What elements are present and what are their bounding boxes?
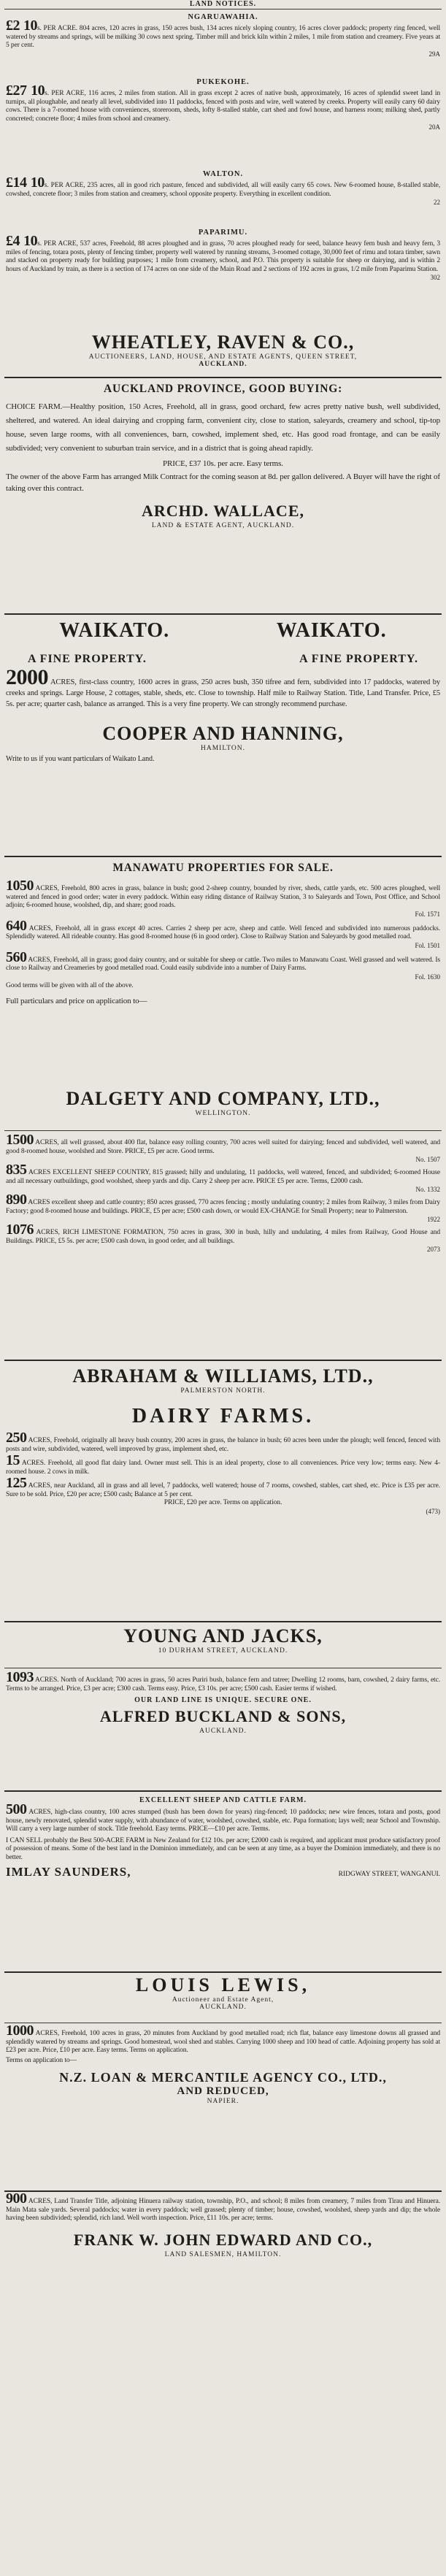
divider	[4, 377, 442, 378]
listing-body: ACRES. Freehold, all good flat dairy land. Owner must sell. This is an ideal property, close to all conveniences. Price very low; terms easy. New 4-roomed house. 2 cows in milk.	[6, 1460, 440, 1476]
divider	[4, 1621, 442, 1622]
listing-paparimu	[6, 226, 440, 281]
listing-louis	[6, 2023, 440, 2105]
listing-ngaruawahia	[6, 11, 440, 58]
listing-item	[6, 1162, 440, 1193]
listing-item	[6, 1475, 440, 1499]
listing-acres: 640	[6, 917, 27, 934]
listing-acres: 890	[6, 1192, 27, 1208]
agent-row	[6, 1865, 440, 1879]
agent-block-young	[6, 1625, 440, 1655]
listing-price: £4 10	[6, 233, 38, 249]
heading-right: WAIKATO.	[276, 619, 387, 642]
listing-acres: 1500	[6, 1132, 34, 1148]
listing-ref: 29A	[428, 50, 440, 58]
agent-name: FRANK W. JOHN EDWARD AND CO.,	[73, 2230, 373, 2249]
listing-footer: Good terms will be given with all of the above.	[6, 981, 134, 989]
listing-acres: 900	[6, 2190, 27, 2207]
agent-sub: LAND & ESTATE AGENT, AUCKLAND.	[151, 522, 295, 529]
agency-tag: AND REDUCED,	[177, 2085, 269, 2097]
listing-note: The owner of the above Farm has arranged Milk Contract for the coming season at 8d. per gallon delivered. A Buyer will have the right of taking over this contract.	[6, 472, 440, 493]
waikato-heading	[6, 619, 440, 643]
listing-body: ACRES excellent sheep and cattle country; 850 acres grassed, 770 acres fencing ; mostly undulating country; 2 miles from Railway, 3 miles from Dairy Factory; good 8-roomed house and buildings. PRICE, £5 per acre; £500 cash down, or would EX-CHANGE for Small Property; near to Palmerston.	[6, 1199, 440, 1215]
listing-body: s. PER ACRE. 804 acres, 120 acres in grass, 150 acres bush, 134 acres nicely sloping country, 16 acres clover paddock; property ring fenced, well watered by streams and springs, will be milking 30 cows next spring. Timber mill and brick kiln within 2 miles, 1 mile from station and creamery. Five years at 5 per cent.	[6, 25, 440, 49]
listing-note: I CAN SELL probably the Best 500-ACRE FARM in New Zealand for £12 10s. per acre; £2000 cash is required, and applicant must produce satisfactory proof of possession of means. Some of the best land in the Dominion immediately, and can be seen at any time, as a buyer the Dominion immediately, and there is no better.	[6, 1836, 440, 1861]
listing-text	[6, 1132, 440, 1156]
listing-ref: 20A	[428, 123, 440, 131]
listing-acres: 835	[6, 1162, 27, 1178]
agent-name: ABRAHAM & WILLIAMS, LTD.,	[72, 1365, 374, 1387]
listing-acres: 560	[6, 948, 27, 965]
listing-item	[6, 948, 440, 981]
agency-city: NAPIER.	[207, 2098, 239, 2105]
listing-text	[6, 1452, 440, 1476]
divider	[4, 1130, 442, 1131]
listing-item	[6, 1222, 440, 1253]
agent-name: ARCHD. WALLACE,	[141, 502, 304, 520]
agent-name: DALGETY AND COMPANY, LTD.,	[66, 1088, 380, 1109]
listing-item	[6, 1430, 440, 1454]
agent-block-wheatley	[6, 331, 440, 368]
listing-acres: 15	[6, 1452, 20, 1468]
listing-price: £27 10	[6, 83, 45, 99]
listing-acres: 250	[6, 1430, 27, 1446]
listing-body: ACRES, Freehold, 100 acres in grass, 20 minutes from Auckland by good metalled road; rich flat, balance easy limestone downs all grassed and splendidly watered by streams and springs. Good homestead, wool shed and stables. Carrying 1000 sheep and 100 head of cattle. Adjoining property has sold at £23 per acre. Price, £10 per acre. Easy terms. Terms on application.	[6, 2030, 440, 2054]
listing-ref: Fol. 1571	[415, 910, 440, 918]
listing-body: ACRES, high-class country, 100 acres stumped (bush has been down for years) ring-fenced; 10 paddocks; new wire fences, totara and posts, good house, newly renovated, splendid water supply, with abundance of water, woolshed, cowshed, stable, etc. Papa formation; lays well; near School and Township. Will carry a very large number of stock. Title freehold. Easy terms. PRICE—£10 per acre. Terms.	[6, 1809, 440, 1833]
listing-walton	[6, 168, 440, 206]
agent-sub: HAMILTON.	[201, 745, 245, 752]
agent-block-dalgety	[6, 1088, 440, 1117]
listing-text	[6, 175, 441, 199]
section-heading: AUCKLAND PROVINCE, GOOD BUYING:	[103, 383, 343, 395]
listing-body: s. PER ACRE, 235 acres, all in good rich pasture, fenced and subdivided, all will easily carry 65 cows. New 6-roomed house, 8-stalled stable, cowshed, concrete floor; 3 miles from station and creamery, school opposite property. Everything in excellent condition.	[6, 182, 441, 198]
listing-text	[6, 948, 440, 973]
section-heading: EXCELLENT SHEEP AND CATTLE FARM.	[139, 1796, 307, 1804]
listing-text	[6, 1430, 440, 1454]
listing-text	[6, 1801, 440, 1834]
heading-left: WAIKATO.	[59, 619, 170, 642]
listing-acres: 1050	[6, 878, 34, 894]
subheading-right: A FINE PROPERTY.	[299, 653, 418, 665]
agent-address: AUCTIONEERS, LAND, HOUSE, AND ESTATE AGENTS, QUEEN STREET,	[88, 353, 358, 361]
listing-body: ACRES, Freehold, all in grass; good dairy country, and or suitable for sheep or cattle. Two miles to Manawatu Coast. Well grassed and well watered. Is close to Railway and Creameries by good metalled road. Could easily subdivide into a number of Dairy Farms.	[6, 956, 440, 972]
section-heading: MANAWATU PROPERTIES FOR SALE.	[112, 862, 334, 874]
agent-sub: AUCKLAND.	[199, 1728, 247, 1735]
section-header	[6, 0, 440, 8]
listing-text	[6, 1669, 440, 1693]
listing-manawatu	[6, 862, 440, 1006]
listing-acres: 1076	[6, 1222, 34, 1238]
agency-name: N.Z. LOAN & MERCANTILE AGENCY CO., LTD.,	[59, 2070, 387, 2085]
listing-place: PAPARIMU.	[198, 229, 248, 237]
apply-line: Full particulars and price on application to—	[6, 997, 147, 1005]
agent-sub: Auctioneer and Estate Agent,	[172, 1996, 274, 2004]
listing-ref: 1922	[427, 1216, 440, 1223]
agent-name: IMLAY SAUNDERS,	[6, 1865, 131, 1879]
listing-pukekohe	[6, 76, 440, 131]
agent-name: LOUIS LEWIS,	[135, 1974, 311, 1996]
listing-ref: Fol. 1630	[415, 973, 440, 981]
listing-item	[6, 1192, 440, 1223]
agent-name: COOPER AND HANNING,	[102, 723, 344, 744]
listing-text	[6, 1162, 440, 1186]
listing-body: ACRES, RICH LIMESTONE FORMATION, 750 acres in grass, 300 in bush, hilly and undulating, 4 miles from Railway, Good House and Buildings. PRICE, £5 5s. per acre; £500 cash down, in good order, and all buildings.	[6, 1229, 440, 1245]
subheading-left: A FINE PROPERTY.	[28, 653, 147, 665]
agent-note: Write to us if you want particulars of Waikato Land.	[6, 755, 155, 763]
apply-line: Terms on application to—	[6, 2056, 77, 2064]
listing-text	[6, 878, 440, 911]
divider	[4, 613, 442, 615]
listing-body: ACRES, Land Transfer Title, adjoining Hinuera railway station, township, P.O., and school; 8 miles from creamery, 7 miles from Tirau and Hinuera. Main Mata sale yards. Several paddocks; water in every paddock; well grassed; plenty of timber; house, cowshed, woolshed, sheep yards and dip; the whole having been subdivided; splendid, rich land. Well worth inspection. Price, £11 10s. per acre; terms.	[6, 2198, 440, 2222]
divider	[4, 1971, 442, 1973]
listing-body: s. PER ACRE, 537 acres, Freehold, 88 acres ploughed and in grass, 70 acres ploughed ready for seed, balance heavy fern bush and heavy fern, 3 miles of fencing, totara posts, plenty of fencing timber, property well watered by running streams, 3-roomed cottage, 30,000 feet of rimu and totara timber, sawn and stacked on property ready for building purposes; 1 mile from creamery, school, and P.O. This property is suitable for sheep or dairying, and is within 2 hours of Auckland by train, as there is a section of 174 acres on one side of the Main Road and 2 sections of 192 acres in grass, 1/2 mile from Paparimu Station.	[6, 240, 441, 273]
agent-city: AUCKLAND.	[199, 2004, 247, 2011]
listing-body: ACRES. North of Auckland; 700 acres in grass, 50 acres Puriri bush, balance fern and tatree; Dwelling 12 rooms, barn, cowshed, 2 dairy farms, etc. Terms to be arranged. Price, £3 per acre; £300 cash. Terms easy. Price, £3 10s. per acre; £500 cash. Easier terms if wished.	[6, 1676, 440, 1693]
listing-auckland-province	[6, 383, 440, 529]
listing-price: £14 10	[6, 175, 45, 191]
listing-body: ACRES, Freehold, all in grass except 40 acres. Carries 2 sheep per acre, sheep and cattle. Well fenced and subdivided into numerous paddocks. Splendidly watered. All rideable country. Has good 8-roomed house (6 in good order). Close to Railway Station and Saleyards by good metalled road.	[6, 924, 440, 940]
listing-ref: No. 1332	[415, 1186, 440, 1193]
listing-body: ACRES, first-class country, 1600 acres in grass, 250 acres bush, 350 tifree and fern, subdivided into 17 paddocks, watered by creeks and springs. Large House, 2 cottages, stable, sheds, etc. Close to township. Half mile to Railway Station. Title, Land Transfer. Price, £5 5s. per acre; quarter cash, balance as arranged. This is a very fine property. We can strongly recommend purchase.	[6, 678, 440, 708]
listing-item	[6, 1452, 440, 1476]
listing-place: PUKEKOHE.	[196, 78, 250, 86]
listing-acres: 125	[6, 1475, 27, 1491]
listing-young	[6, 1669, 440, 1735]
listing-ref: 22	[434, 199, 440, 206]
listing-text	[6, 83, 441, 123]
agent-name: ALFRED BUCKLAND & SONS,	[99, 1707, 347, 1725]
listing-text	[6, 1222, 440, 1246]
listing-body: ACRES, Freehold, originally all heavy bush country, 200 acres in grass, the balance in bush; 60 acres been under the plough; well fenced, fenced with posts and wire, subdivided, watered, well improved by grass, implement shed, etc.	[6, 1437, 440, 1453]
listing-item	[6, 917, 440, 949]
divider	[4, 1790, 442, 1792]
listing-ref: (473)	[426, 1507, 440, 1515]
listing-text	[6, 18, 440, 50]
listing-price: PRICE, £37 10s. per acre. Easy terms.	[163, 459, 283, 468]
listing-frank	[6, 2190, 440, 2258]
listing-acres: 500	[6, 1801, 27, 1817]
agent-sub: PALMERSTON NORTH.	[180, 1387, 266, 1395]
listing-waikato	[6, 619, 440, 764]
listing-item	[6, 1132, 440, 1163]
listing-ref: 2073	[427, 1246, 440, 1253]
listing-text	[6, 1192, 440, 1216]
divider	[4, 856, 442, 857]
divider	[4, 1360, 442, 1361]
agent-sub: LAND SALESMEN, HAMILTON.	[164, 2250, 282, 2258]
listing-text	[6, 665, 440, 710]
section-heading: DAIRY FARMS.	[131, 1405, 315, 1427]
listing-text	[6, 2023, 440, 2055]
section-title: LAND NOTICES.	[189, 0, 257, 8]
listing-text	[6, 233, 441, 274]
listing-imlay	[6, 1795, 440, 1879]
listing-text	[6, 2190, 440, 2223]
agent-sub: 10 DURHAM STREET, AUCKLAND.	[158, 1647, 288, 1655]
listing-place: WALTON.	[202, 170, 244, 178]
listing-body: s. PER ACRE, 116 acres, 2 miles from station. All in grass except 2 acres of native bush, approximately, 16 acres of splendid sweet land in turnips, all ploughable, and nearly all level, subdivided into 11 paddocks, fenced with posts and wire, well watered by creeks. Property will easily carry 60 dairy cows. There is a 7-roomed house with conveniences, storeroom, sheds, lofty 8-stalled stable, cart shed and fowl house, and harness room; milking shed, partly concreted; concrete floor; 4 miles from school and creamery.	[6, 90, 441, 123]
listing-body: CHOICE FARM.—Healthy position, 150 Acres, Freehold, all in grass, good orchard, few acres pretty native bush, well subdivided, sheltered, and watered. An ideal dairying and cropping farm, convenient city, close to station, saleyards, creamery and school, tip-top house, seven large rooms, with all conveniences, barn, cowshed, implement shed, etc. Has good road frontage, and can be easily subdivided; very convenient to suburban train service, and in a district that is going ahead rapidly.	[6, 402, 440, 453]
agent-block-abraham	[6, 1365, 440, 1515]
agent-name: YOUNG AND JACKS,	[123, 1625, 323, 1647]
listing-price: PRICE, £20 per acre. Terms on application.	[164, 1499, 282, 1506]
listing-item	[6, 878, 440, 918]
agent-name: WHEATLEY, RAVEN & CO.,	[91, 331, 355, 353]
listings-dalgety	[6, 1132, 440, 1253]
listing-body: ACRES, Freehold, 800 acres in grass, balance in bush; good 2-sheep country, bounded by river, sheds, cattle yards, etc. 500 acres ploughed, well watered and fenced in good order; water in every paddock. Within easy riding distance of Railway Station, 3 to Saleyards and Town, Post Office, and School adjoin; 6-roomed house, woolshed, dip, and share; good roads.	[6, 885, 440, 909]
listing-acres: 1000	[6, 2023, 34, 2039]
listing-ref: 302	[430, 274, 440, 281]
listing-body: ACRES, near Auckland, all in grass and all level, 7 paddocks, well watered; house of 7 rooms, cowshed, stables, cart shed, etc. Price is £35 per acre. Sure to be sold. Price, £20 per acre; £500 cash; Balance at 5 per cent.	[6, 1482, 440, 1498]
listing-acres: 1093	[6, 1669, 34, 1685]
listing-body: ACRES, all well grassed, about 400 flat, balance easy rolling country, 700 acres well suited for dairying; fenced and subdivided, well watered, and good 8-roomed house, woolshed and Store. PRICE, £5 per acre. Good terms.	[6, 1139, 440, 1155]
listing-ref: No. 1507	[415, 1156, 440, 1163]
listing-text	[6, 1475, 440, 1499]
tagline: OUR LAND LINE IS UNIQUE. SECURE ONE.	[134, 1696, 312, 1704]
agent-city: AUCKLAND.	[199, 361, 247, 368]
listing-text	[6, 917, 440, 942]
agent-block-louis	[6, 1974, 440, 2011]
agent-sub: WELLINGTON.	[195, 1110, 251, 1117]
listing-body: ACRES EXCELLENT SHEEP COUNTRY, 815 grassed; hilly and undulating, 11 paddocks, well watered, fenced, and subdivided; 6-roomed House and all necessary outbuildings, good woolshed, sheep yards and dip. Carry 2 sheep per acre. PRICE £5 per acre. Terms, £2000 cash.	[6, 1169, 440, 1185]
agent-address: RIDGWAY STREET, WANGANUI.	[338, 1871, 440, 1878]
listing-ref: Fol. 1501	[415, 941, 440, 949]
divider	[4, 2190, 442, 2192]
fine-property-heading	[6, 653, 440, 666]
listing-place: NGARUAWAHIA.	[188, 13, 258, 21]
listing-price: £2 10	[6, 18, 37, 34]
listing-price: 2000	[6, 665, 48, 689]
